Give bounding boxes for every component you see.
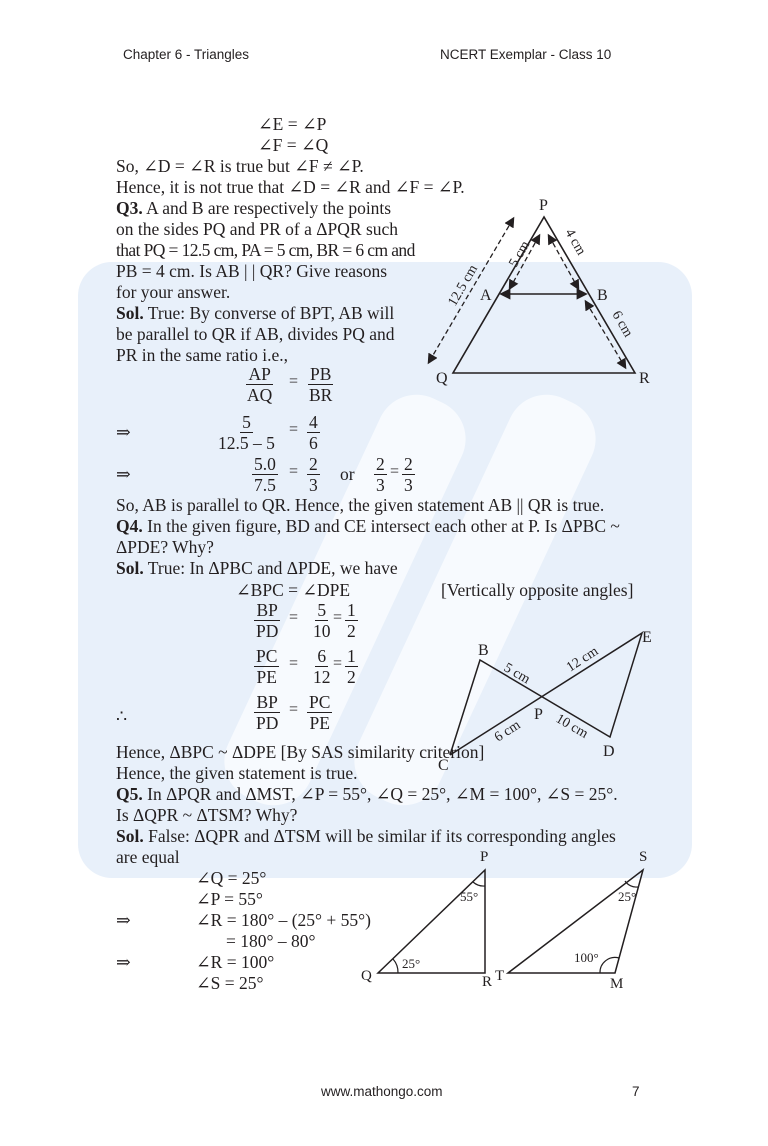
equation-line: ∠E = ∠P	[258, 114, 327, 134]
solution-text: True: In ΔPBC and ΔPDE, we have	[147, 558, 398, 578]
q5-question-line: Is ΔQPR ~ ΔTSM? Why?	[116, 805, 298, 825]
equals-sign: =	[289, 373, 299, 390]
q4-question-line: ΔPDE? Why?	[116, 537, 214, 557]
q4-conclusion-line: Hence, ΔBPC ~ ΔDPE [By SAS similarity criterion]	[116, 742, 485, 762]
fraction	[307, 454, 320, 495]
numerator: BP	[256, 692, 278, 712]
fraction	[245, 364, 274, 405]
fraction	[402, 454, 415, 495]
denominator: PE	[309, 713, 330, 733]
vertex-label-b: B	[478, 642, 489, 659]
header-book-title: NCERT Exemplar - Class 10	[440, 47, 612, 62]
angle-label-m: 100°	[574, 950, 599, 965]
q4-question-line	[116, 516, 620, 537]
q3-question-line: on the sides PQ and PR of a ΔPQR such	[116, 219, 399, 239]
fraction	[307, 692, 332, 733]
vertex-label-r: R	[639, 370, 650, 387]
length-label-pe: 12 cm	[564, 643, 602, 676]
q3-question-line: for your answer.	[116, 282, 231, 302]
denominator: 12	[313, 667, 331, 687]
question-label: Q5.	[116, 784, 143, 804]
numerator: 4	[309, 412, 318, 432]
fraction	[254, 600, 280, 641]
denominator: 3	[376, 475, 385, 495]
equals-sign: =	[289, 421, 299, 438]
vertex-label-q: Q	[436, 370, 448, 387]
implies-symbol: ⇒	[116, 464, 131, 484]
triangle-pqr-angles-figure	[355, 843, 505, 993]
vertex-label-p: P	[539, 197, 548, 214]
numerator: 5.0	[254, 454, 276, 474]
denominator: 6	[309, 433, 318, 453]
fraction	[311, 646, 333, 687]
text-line: Hence, it is not true that ∠D = ∠R and ∠F = ∠P.	[116, 177, 465, 197]
angle-label-p: 55°	[460, 889, 479, 904]
length-label-pq: 12.5 cm	[445, 262, 482, 309]
work-line: = 180° – 80°	[226, 931, 316, 951]
question-text: A and B are respectively the points	[146, 198, 392, 218]
solution-label: Sol.	[116, 826, 144, 846]
fraction	[374, 454, 387, 495]
q4-solution-line	[116, 558, 398, 579]
numerator: 5	[242, 412, 251, 432]
triangle-tsm-angles-figure	[495, 843, 665, 993]
or-text: or	[340, 464, 355, 484]
fraction	[345, 600, 358, 641]
fraction	[311, 600, 333, 641]
length-label-pa: 5 cm	[506, 238, 534, 270]
q3-conclusion: So, AB is parallel to QR. Hence, the given statement AB || QR is true.	[116, 495, 605, 515]
work-line: ∠R = 100°	[196, 952, 275, 972]
page-number: 7	[632, 1084, 640, 1099]
equals-sign: =	[390, 463, 400, 480]
equals-sign: =	[289, 609, 299, 626]
numerator: 2	[309, 454, 318, 474]
header-chapter-title: Chapter 6 - Triangles	[123, 47, 250, 62]
fraction	[307, 412, 320, 453]
denominator: 3	[309, 475, 318, 495]
vertex-label-t: T	[495, 968, 505, 984]
vertex-label-e: E	[642, 629, 652, 646]
therefore-symbol: ∴	[116, 706, 128, 726]
angle-label-s: 25°	[618, 889, 637, 904]
angle-equation: ∠BPC = ∠DPE	[236, 580, 351, 600]
equals-sign: =	[289, 655, 299, 672]
q3-question-line: PB = 4 cm. Is AB | | QR? Give reasons	[116, 261, 388, 281]
text-line: So, ∠D = ∠R is true but ∠F ≠ ∠P.	[116, 156, 364, 176]
length-label-pd: 10 cm	[553, 711, 591, 742]
denominator: 3	[404, 475, 413, 495]
vertex-label-c: C	[438, 757, 449, 774]
fraction	[216, 412, 277, 453]
question-text: In the given figure, BD and CE intersect each other at P. Is ΔPBC ~	[147, 516, 620, 536]
denominator: AQ	[247, 385, 273, 405]
q3-solution-line: PR in the same ratio i.e.,	[116, 345, 289, 365]
implies-symbol: ⇒	[116, 952, 131, 972]
q3-question-line: that PQ = 12.5 cm, PA = 5 cm, BR = 6 cm and	[116, 240, 415, 260]
work-line: ∠S = 25°	[196, 973, 264, 993]
vertex-label-b: B	[597, 287, 608, 304]
equals-sign: =	[333, 655, 343, 672]
vertex-label-r: R	[482, 974, 493, 990]
length-label-pc: 6 cm	[492, 717, 524, 746]
denominator: 2	[347, 621, 356, 641]
denominator: 10	[313, 621, 331, 641]
numerator: PB	[309, 364, 332, 384]
vertex-label-p: P	[480, 849, 489, 865]
fraction	[252, 454, 278, 495]
numerator: PC	[256, 646, 278, 666]
fraction	[307, 364, 334, 405]
question-label: Q3.	[116, 198, 143, 218]
equals-sign: =	[289, 463, 299, 480]
equals-sign: =	[333, 609, 343, 626]
q3-solution-line: be parallel to QR if AB, divides PQ and	[116, 324, 395, 344]
vertex-label-d: D	[603, 743, 615, 760]
solution-text: False: ΔQPR and ΔTSM will be similar if its corresponding angles	[148, 826, 616, 846]
q3-question-line	[116, 198, 391, 219]
angle-reason: [Vertically opposite angles]	[441, 580, 634, 600]
vertex-label-s: S	[639, 849, 648, 865]
length-label-br: 6 cm	[608, 308, 636, 340]
numerator: 1	[347, 646, 356, 666]
numerator: AP	[248, 364, 271, 384]
length-label-pb: 4 cm	[561, 226, 589, 258]
solution-label: Sol.	[116, 303, 144, 323]
numerator: 2	[404, 454, 413, 474]
implies-symbol: ⇒	[116, 910, 131, 930]
numerator: 1	[347, 600, 356, 620]
q5-question-line	[116, 784, 618, 805]
question-label: Q4.	[116, 516, 143, 536]
fraction	[254, 692, 280, 733]
solution-text: True: By converse of BPT, AB will	[147, 303, 395, 323]
numerator: 5	[317, 600, 327, 620]
numerator: BP	[256, 600, 278, 620]
fraction	[345, 646, 358, 687]
crossing-triangles-figure	[430, 600, 670, 774]
solution-label: Sol.	[116, 558, 144, 578]
denominator: PD	[256, 713, 279, 733]
equals-sign: =	[289, 701, 299, 718]
q4-conclusion-line: Hence, the given statement is true.	[116, 763, 358, 783]
numerator: 6	[317, 646, 327, 666]
implies-symbol: ⇒	[116, 422, 131, 442]
vertex-label-p: P	[534, 706, 543, 723]
work-line: ∠P = 55°	[196, 889, 263, 909]
footer-website: www.mathongo.com	[321, 1084, 443, 1099]
question-text: In ΔPQR and ΔMST, ∠P = 55°, ∠Q = 25°, ∠M = 100°, ∠S = 25°.	[147, 784, 618, 804]
triangle-pqr-figure	[400, 190, 670, 390]
q3-solution-line	[116, 303, 394, 324]
work-line: ∠Q = 25°	[196, 868, 267, 888]
vertex-label-q: Q	[361, 968, 372, 984]
denominator: 2	[347, 667, 356, 687]
length-label-bp: 5 cm	[501, 660, 533, 688]
angle-label-q: 25°	[402, 956, 421, 971]
fraction	[254, 646, 279, 687]
vertex-label-m: M	[610, 976, 624, 992]
denominator: 7.5	[254, 475, 276, 495]
equation-line: ∠F = ∠Q	[258, 135, 329, 155]
denominator: BR	[309, 385, 333, 405]
q5-solution-line: are equal	[116, 847, 180, 867]
numerator: 2	[376, 454, 385, 474]
denominator: PD	[256, 621, 279, 641]
vertex-label-a: A	[480, 287, 492, 304]
denominator: PE	[256, 667, 277, 687]
numerator: PC	[309, 692, 331, 712]
work-line: ∠R = 180° – (25° + 55°)	[196, 910, 371, 930]
denominator: 12.5 – 5	[218, 433, 275, 453]
